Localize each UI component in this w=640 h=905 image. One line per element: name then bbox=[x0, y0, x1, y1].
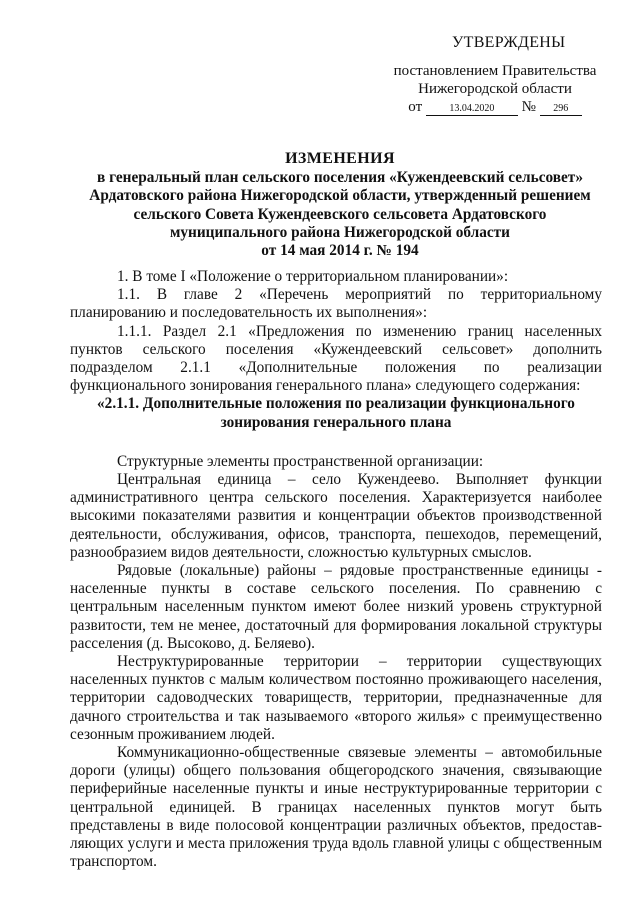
paragraph-1: 1. В томе I «Положение о территориальном планировании»: bbox=[117, 268, 509, 285]
title-head: ИЗМЕНЕНИЯ bbox=[285, 150, 395, 167]
approval-date-line bbox=[380, 98, 610, 116]
title-line: Ардатовского района Нижегородской области, утвержденный решением bbox=[89, 187, 591, 205]
number-sign: № bbox=[521, 99, 536, 115]
document-body bbox=[70, 268, 602, 872]
paragraph-7: Неструктурированные территории – территории существующих населенных пунктов с малым количеством постоянно проживающего населения, территории садоводческих товариществ, территории, предназначенные для дачного строительства и так называемого «второго жилья» с преимущественно сезонным проживанием людей. bbox=[70, 653, 602, 743]
date-prefix: от bbox=[408, 99, 423, 115]
approval-stamp: УТВЕРЖДЕНЫ bbox=[452, 34, 566, 51]
paragraph-2: 1.1. В главе 2 «Перечень мероприятий по территориальному планированию и последовательность их выполнения»: bbox=[70, 286, 602, 322]
section-heading-line-1: «2.1.1. Дополнительные положения по реализации функционального bbox=[97, 395, 575, 413]
approval-line-2: Нижегородской области bbox=[418, 81, 572, 97]
paragraph-5: Центральная единица – село Кужендеево. Выполняет функции административного центра сельского поселения. Характеризуется наиболее высокими показателями развития и концентрации объектов производственной деятельности, обслуживания, офисов, транспорта, пешеходов, перемещений, разнообразием видов деятельности, сложностью культурных смыслов. bbox=[70, 471, 602, 561]
approval-line-1: постановлением Правительства bbox=[393, 63, 597, 79]
approval-number: 296 bbox=[540, 103, 582, 116]
paragraph-6: Рядовые (локальные) районы – рядовые пространственные единицы - населенные пункты в составе сельского поселения. По сравнению с центральным населенным пунктом имеют более низкий уровень структурной развитости, тем не менее, достаточный для формирования локальной структуры расселения (д. Высоково, д. Беляево). bbox=[70, 562, 602, 652]
paragraph-8: Коммуникационно-общественные связевые элементы – автомобильные дороги (улицы) общего пользования общегородского значения, связывающие периферийные населенные пункты и иные неструктурированные территории с центральной единицей. В границах населенных пунктов могут быть представлены в виде полосовой концентрации различных объектов, предостав-ляющих услуги и места приложения труда вдоль главной улицы с общественным транспортом. bbox=[70, 744, 602, 871]
title-line: в генеральный план сельского поселения «Кужендеевский сельсовет» bbox=[97, 169, 583, 187]
title-line: муниципального района Нижегородской области bbox=[169, 223, 510, 241]
approval-date: 13.04.2020 bbox=[426, 103, 518, 116]
spacer bbox=[70, 432, 602, 453]
approval-block bbox=[380, 34, 610, 116]
title-line: от 14 мая 2014 г. № 194 bbox=[261, 242, 419, 260]
paragraph-3: 1.1.1. Раздел 2.1 «Предложения по изменению границ населенных пунктов сельского поселения «Кужендеевский сельсовет» дополнить подразделом 2.1.1 «Дополнительные положения по реализации функционального зонирования генерального плана» следующего содержания: bbox=[70, 322, 602, 395]
document-title bbox=[70, 150, 610, 260]
paragraph-4: Структурные элементы пространственной организации: bbox=[117, 452, 484, 470]
title-line: сельского Совета Кужендеевского сельсовета Ардатовского bbox=[133, 205, 547, 223]
section-heading-line-2: зонирования генерального плана bbox=[220, 413, 452, 431]
